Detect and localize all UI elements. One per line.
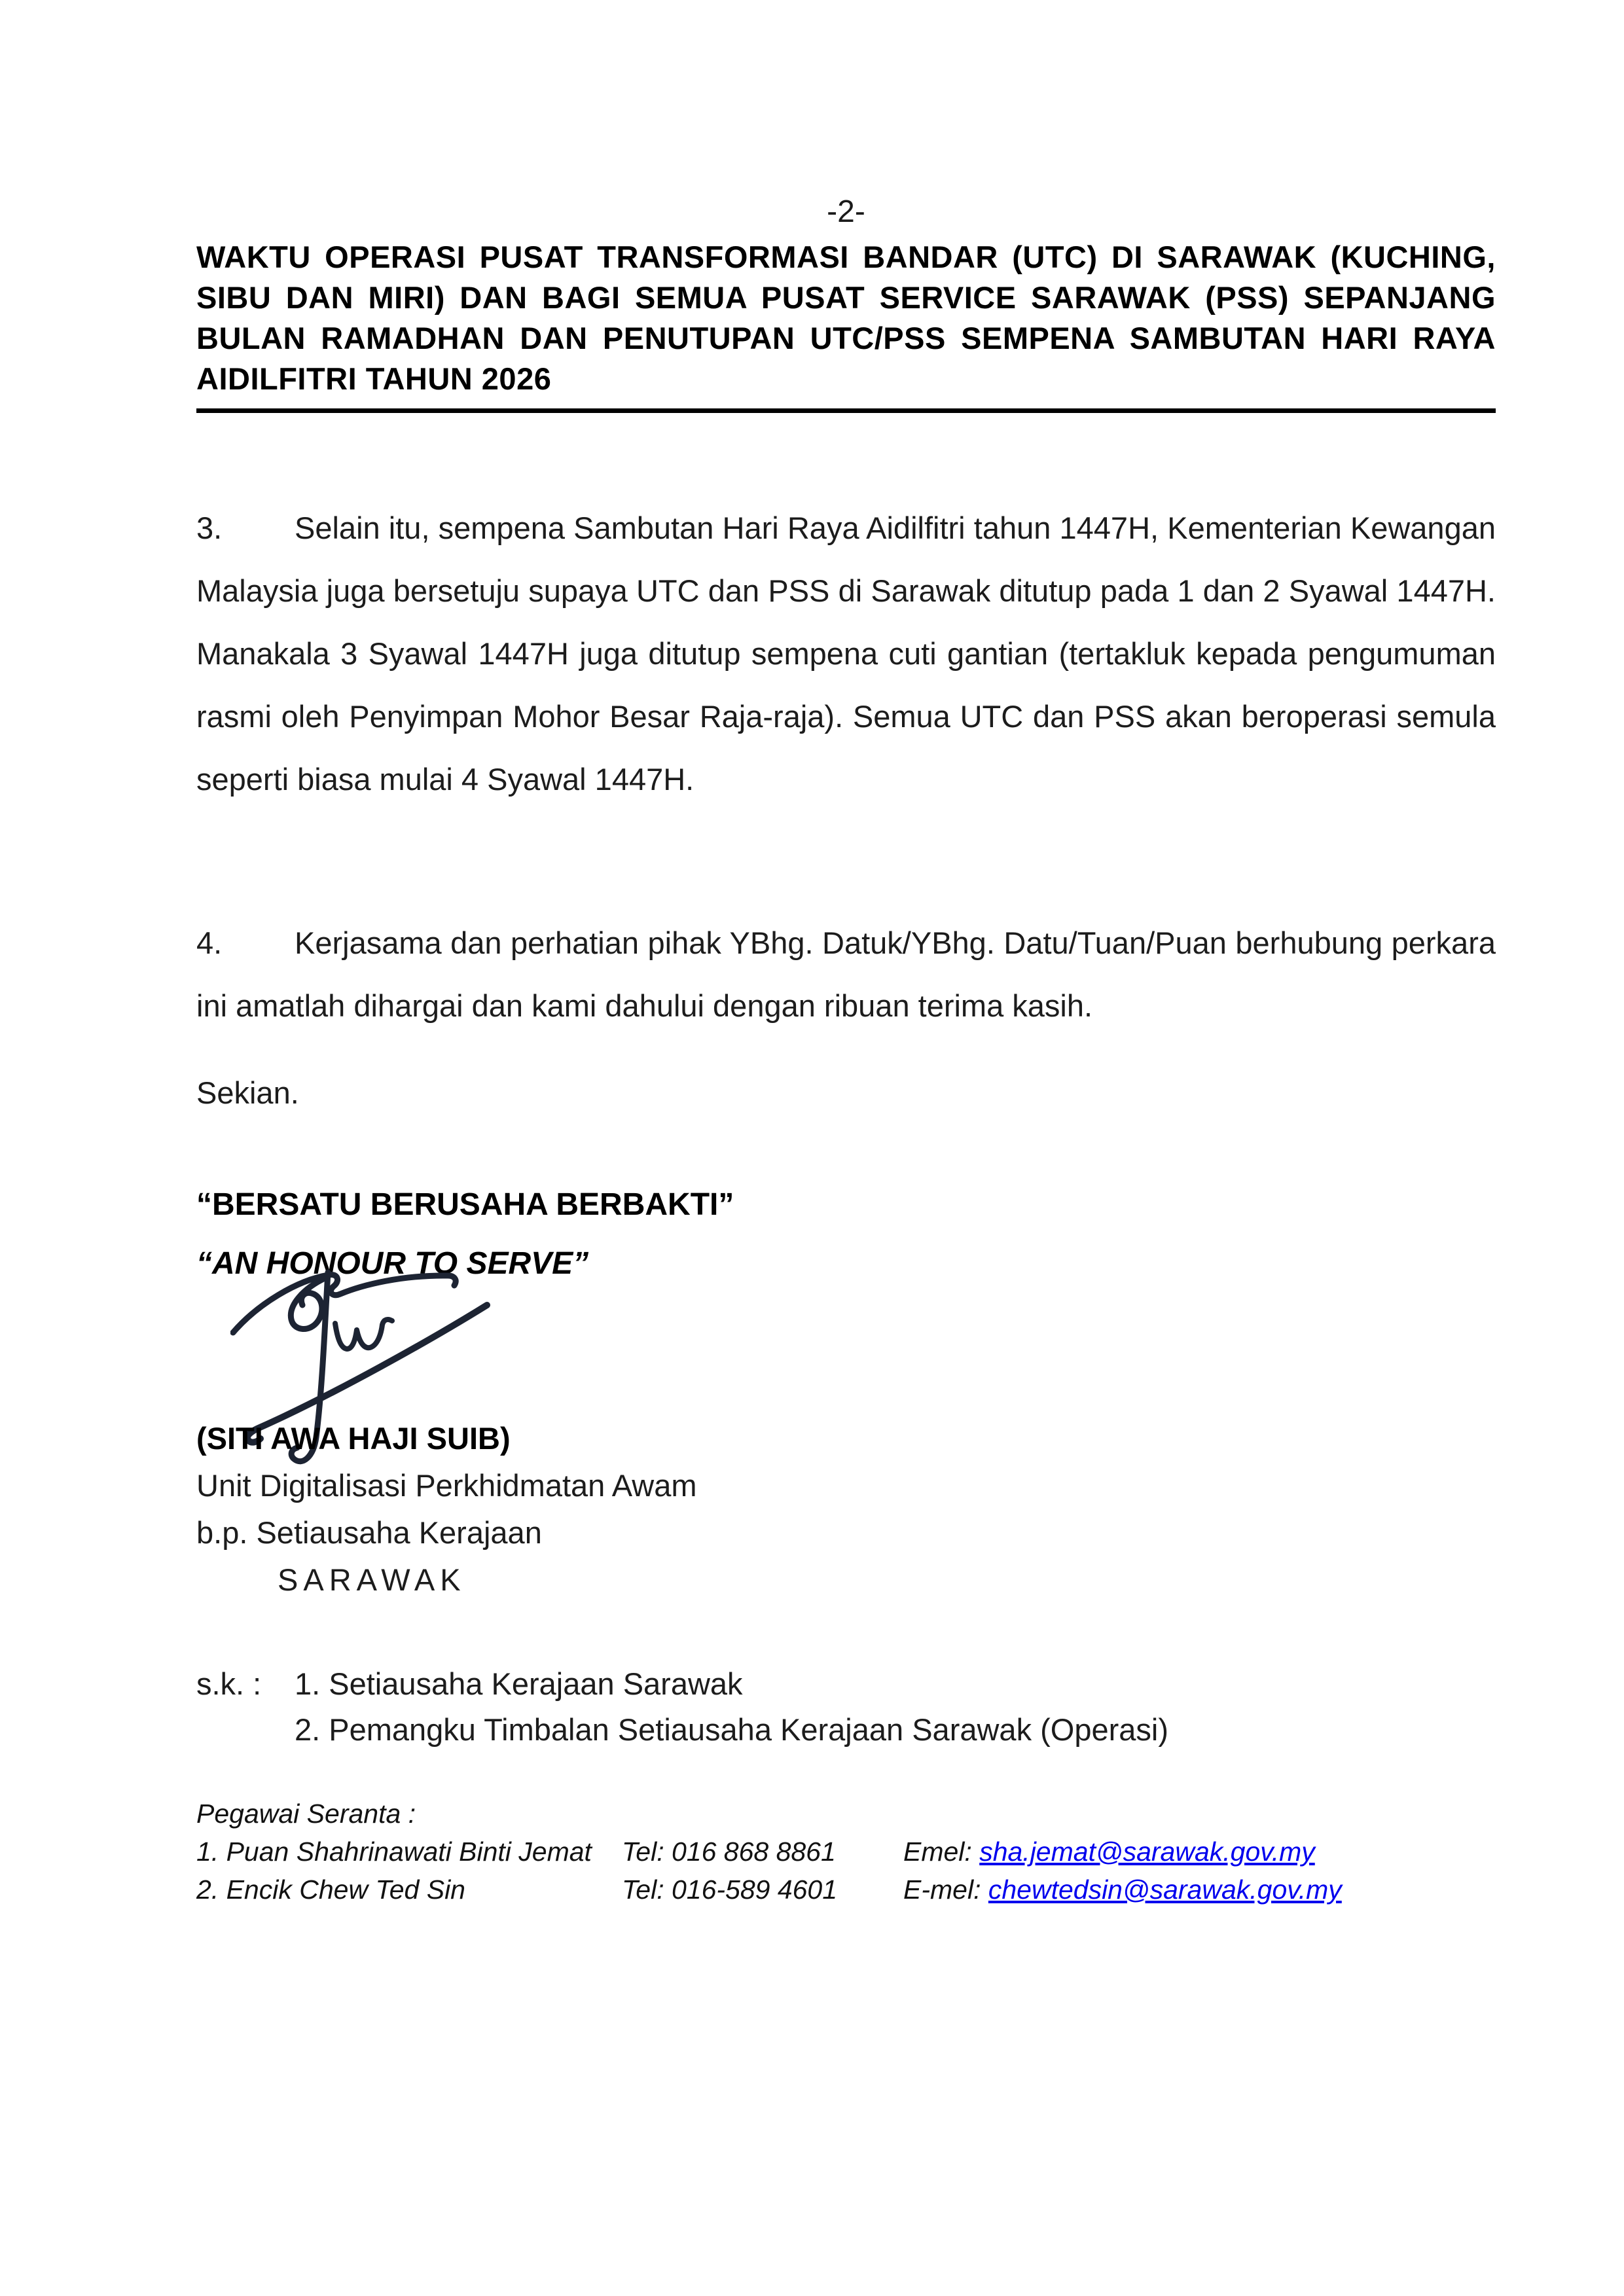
liaison-email-link[interactable]: chewtedsin@sarawak.gov.my (988, 1874, 1342, 1905)
liaison-email-cell (903, 1833, 1496, 1871)
liaison-email-label: E-mel: (903, 1874, 988, 1905)
carbon-copy-label: s.k. : (196, 1666, 262, 1701)
carbon-copy-items (295, 1661, 1496, 1753)
signatory-unit: Unit Digitalisasi Perkhidmatan Awam (196, 1468, 697, 1503)
liaison-officers-block (196, 1795, 1496, 1909)
signature-w-stroke (335, 1319, 392, 1349)
carbon-copy-block (196, 1661, 1496, 1753)
liaison-name: 1. Puan Shahrinawati Binti Jemat (196, 1837, 592, 1867)
liaison-tel: Tel: 016-589 4601 (622, 1874, 838, 1905)
paragraph-3 (196, 497, 1496, 811)
motto-malay: “BERSATU BERUSAHA BERBAKTI” (196, 1187, 734, 1222)
liaison-row (196, 1871, 1496, 1909)
paragraph-4-number: 4. (196, 925, 223, 960)
signature-flourish-stroke (233, 1275, 456, 1333)
signatory-block (196, 1415, 1496, 1604)
liaison-email-link[interactable]: sha.jemat@sarawak.gov.my (979, 1837, 1315, 1867)
closing-word: Sekian. (196, 1075, 299, 1110)
liaison-row (196, 1833, 1496, 1871)
liaison-email-cell (903, 1871, 1496, 1909)
paragraph-3-text: Selain itu, sempena Sambutan Hari Raya Aidilfitri tahun 1447H, Kementerian Kewangan Malaysia juga bersetuju supaya UTC dan PSS di Sarawak ditutup pada 1 dan 2 Syawal 1447H. Manakala 3 Syawal 1447H juga ditutup sempena cuti gantian (tertakluk kepada pengumuman rasmi oleh Penyimpan Mohor Besar Raja-raja). Semua UTC dan PSS akan beroperasi semula seperti biasa mulai 4 Syawal 1447H. (196, 511, 1496, 797)
carbon-copy-item: 1. Setiausaha Kerajaan Sarawak (295, 1666, 743, 1701)
signatory-name: (SITI AWA HAJI SUIB) (196, 1421, 511, 1456)
document-title: WAKTU OPERASI PUSAT TRANSFORMASI BANDAR (UTC) DI SARAWAK (KUCHING, SIBU DAN MIRI) DAN BAGI SEMUA PUSAT SERVICE SARAWAK (PSS) SEPANJANG BULAN RAMADHAN DAN PENUTUPAN UTC/PSS SEMPENA SAMBUTAN HARI RAYA AIDILFITRI TAHUN 2026 (196, 237, 1496, 413)
paragraph-3-number: 3. (196, 511, 223, 545)
paragraph-4-text: Kerjasama dan perhatian pihak YBhg. Datuk/YBhg. Datu/Tuan/Puan berhubung perkara ini amatlah dihargai dan kami dahului dengan ribuan terima kasih. (196, 925, 1496, 1023)
signatory-state: SARAWAK (278, 1562, 466, 1597)
liaison-name: 2. Encik Chew Ted Sin (196, 1874, 465, 1905)
paragraph-4 (196, 912, 1496, 1037)
liaison-email-label: Emel: (903, 1837, 980, 1867)
signatory-on-behalf: b.p. Setiausaha Kerajaan (196, 1515, 542, 1550)
motto-english: “AN HONOUR TO SERVE” (196, 1246, 589, 1281)
page-number: -2- (827, 194, 865, 229)
liaison-tel: Tel: 016 868 8861 (622, 1837, 836, 1867)
liaison-heading: Pegawai Seranta : (196, 1799, 416, 1829)
carbon-copy-item: 2. Pemangku Timbalan Setiausaha Kerajaan Sarawak (Operasi) (295, 1712, 1169, 1747)
